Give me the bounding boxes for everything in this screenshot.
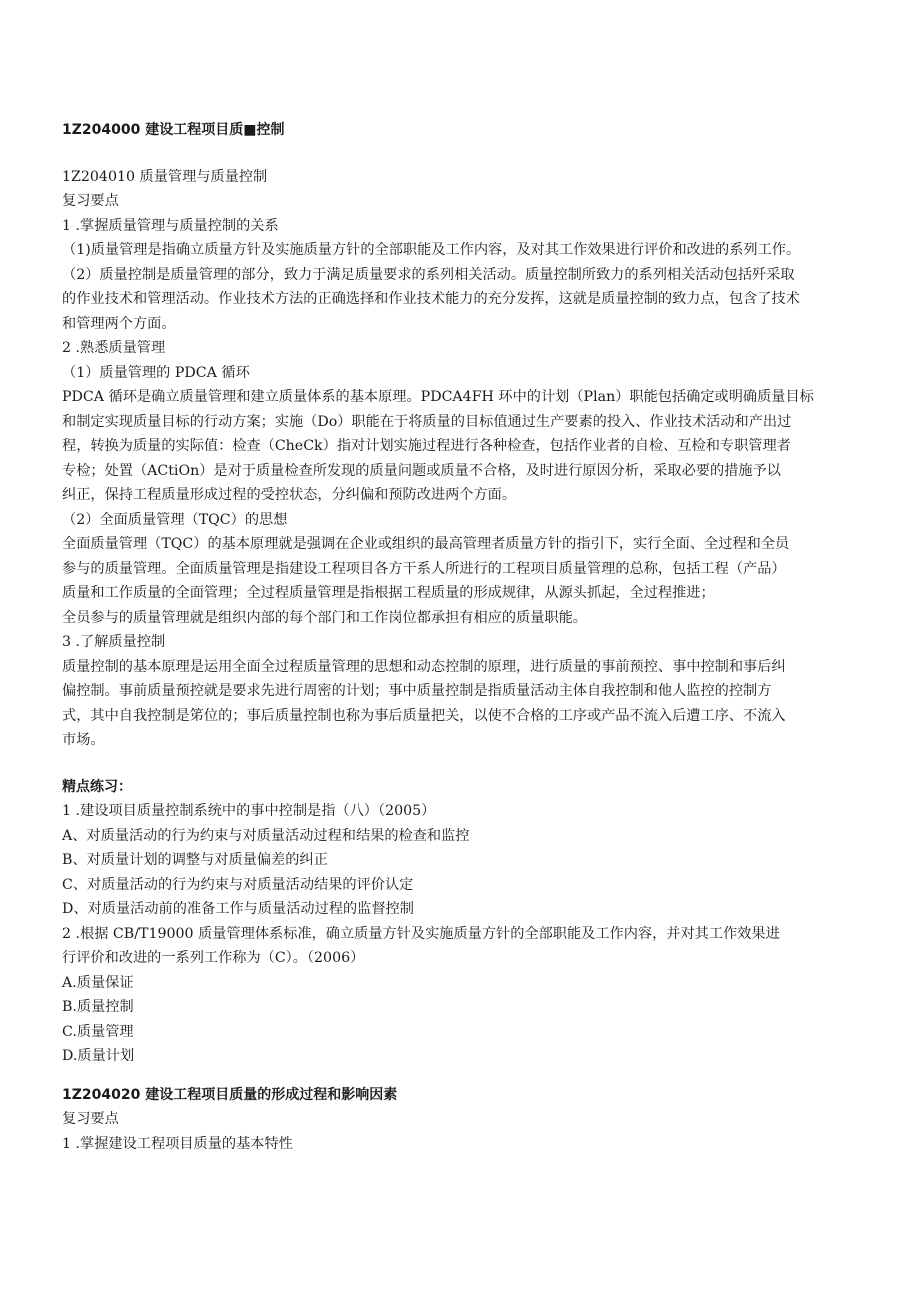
paragraph: 2 .熟悉质量管理 bbox=[62, 340, 166, 356]
section-title: 1Z204000 建设工程项目质■控制 bbox=[62, 122, 285, 138]
paragraph: 参与的质量管理。全面质量管理是指建设工程项目各方干系人所进行的工程项目质量管理的总称，包括工程（产品） bbox=[62, 560, 786, 577]
paragraph: 全面质量管理（TQC）的基本原理就是强调在企业或组织的最高管理者质量方针的指引下，实行全面、全过程和全员 bbox=[62, 536, 790, 552]
option: B、对质量计划的调整与对质量偏差的纠正 bbox=[62, 852, 328, 868]
option: D.质量计划 bbox=[62, 1048, 135, 1064]
paragraph: 质量控制的基本原理是运用全面全过程质量管理的思想和动态控制的原理，进行质量的事前预控、事中控制和事后纠 bbox=[62, 658, 786, 675]
paragraph: 程，转换为质量的实际值：检查（CheCk）指对计划实施过程进行各种检查，包括作业者的自检、互检和专职管理者 bbox=[62, 438, 791, 454]
paragraph: （1)质量管理是指确立质量方针及实施质量方针的全部职能及工作内容，及对其工作效果进行评价和改进的系列工作。 bbox=[62, 242, 801, 258]
question: 行评价和改进的一系列工作称为（C）。（2006） bbox=[62, 950, 365, 966]
option: B.质量控制 bbox=[62, 999, 134, 1015]
paragraph: 3 .了解质量控制 bbox=[62, 634, 166, 650]
spacer bbox=[62, 1069, 862, 1083]
section-subtitle: 1Z204010 质量管理与质量控制 bbox=[62, 168, 268, 185]
paragraph: 质量和工作质量的全面管理；全过程质量管理是指根据工程质量的形成规律，从源头抓起，全过程推进； bbox=[62, 585, 715, 601]
review-label: 复习要点 bbox=[62, 1111, 119, 1127]
paragraph: 全员参与的质量管理就是组织内部的每个部门和工作岗位都承担有相应的质量职能。 bbox=[62, 609, 587, 626]
section-title: 1Z204020 建设工程项目质量的形成过程和影响因素 bbox=[62, 1086, 398, 1103]
paragraph: 专检；处置（ACtiOn）是对于质量检查所发现的质量问题或质量不合格，及时进行原因分析，采取必要的措施予以 bbox=[62, 462, 781, 479]
paragraph: （2）全面质量管理（TQC）的思想 bbox=[62, 511, 288, 528]
paragraph: 市场。 bbox=[62, 732, 105, 748]
paragraph: 和制定实现质量目标的行动方案；实施（Do）职能在于将质量的目标值通过生产要素的投入、作业技术活动和产出过 bbox=[62, 413, 792, 430]
paragraph: 偏控制。事前质量预控就是要求先进行周密的计划；事中质量控制是指质量活动主体自我控制和他人监控的控制方 bbox=[62, 683, 772, 699]
option: D、对质量活动前的准备工作与质量活动过程的监督控制 bbox=[62, 901, 414, 917]
paragraph: PDCA 循环是确立质量管理和建立质量体系的基本原理。PDCA4FH 环中的计划（Plan）职能包括确定或明确质量目标 bbox=[62, 389, 814, 405]
review-label: 复习要点 bbox=[62, 193, 119, 209]
paragraph: 的作业技术和管理活动。作业技术方法的正确选择和作业技术能力的充分发挥，这就是质量控制的致力点，包含了技术 bbox=[62, 291, 800, 307]
question: 2 .根据 CB/T19000 质量管理体系标准，确立质量方针及实施质量方针的全部职能及工作内容，并对其工作效果进 bbox=[62, 925, 780, 942]
spacer bbox=[62, 753, 862, 775]
paragraph: 1 .掌握建设工程项目质量的基本特性 bbox=[62, 1135, 293, 1152]
paragraph: 和管理两个方面。 bbox=[62, 315, 176, 332]
paragraph: 1 .掌握质量管理与质量控制的关系 bbox=[62, 217, 279, 234]
document-page bbox=[62, 0, 862, 1156]
practice-heading: 精点练习： bbox=[62, 778, 132, 795]
paragraph: 式，其中自我控制是笫位的；事后质量控制也称为事后质量把关，以使不合格的工序或产品不流入后遭工序、不流入 bbox=[62, 707, 786, 724]
paragraph: （2）质量控制是质量管理的部分，致力于满足质量要求的系列相关活动。质量控制所致力的系列相关活动包括歼采取 bbox=[62, 266, 795, 283]
paragraph: （1）质量管理的 PDCA 循环 bbox=[62, 364, 250, 381]
option: A、对质量活动的行为约束与对质量活动过程和结果的检查和监控 bbox=[62, 827, 470, 844]
option: A.质量保证 bbox=[62, 974, 134, 991]
option: C.质量管理 bbox=[62, 1023, 134, 1040]
question: 1 .建设项目质量控制系统中的事中控制是指（八）（2005） bbox=[62, 803, 436, 819]
paragraph: 纠正，保持工程质量形成过程的受控状态，分纠偏和预防改进两个方面。 bbox=[62, 487, 517, 503]
option: C、对质量活动的行为约束与对质量活动结果的评价认定 bbox=[62, 876, 414, 893]
